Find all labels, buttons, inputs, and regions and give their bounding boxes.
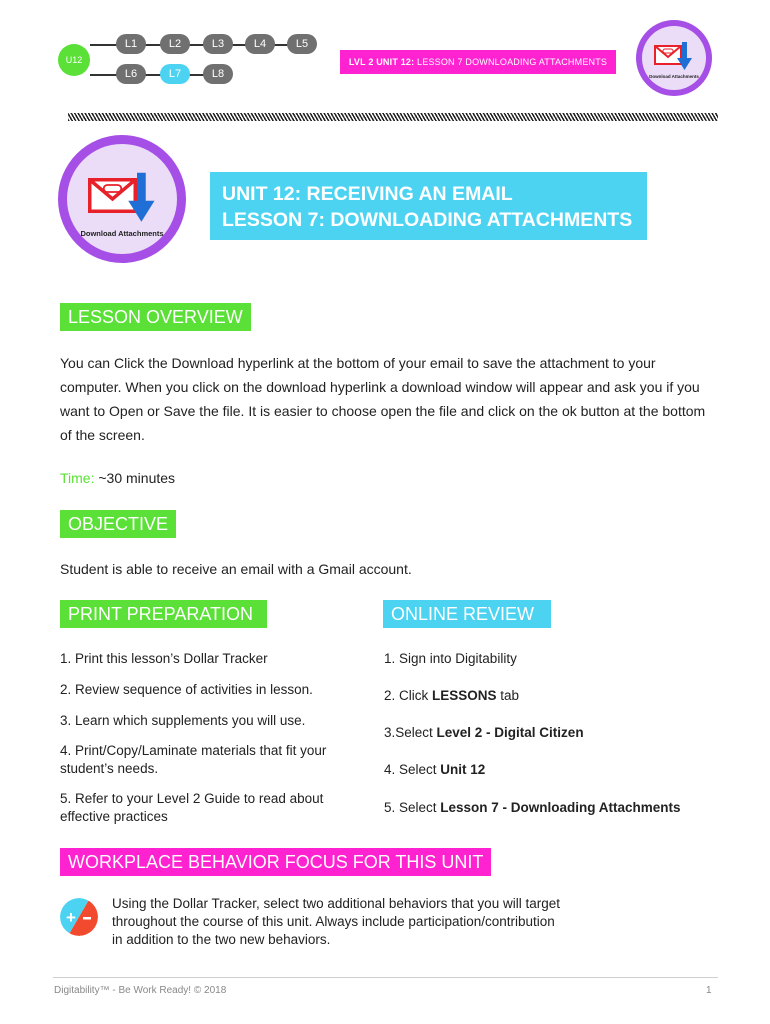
online-review-heading: ONLINE REVIEW (383, 600, 551, 628)
online-review-item (384, 650, 517, 668)
online-review-bold: Lesson 7 - Downloading Attachments (440, 800, 681, 815)
footer-copyright: Digitability™ - Be Work Ready! © 2018 (54, 985, 227, 996)
badge-caption: Download Attachments (80, 229, 164, 238)
header-tag-prefix: LVL 2 UNIT 12: (348, 57, 415, 67)
online-review-text: 5. Select (384, 800, 441, 815)
online-review-bold: Level 2 - Digital Citizen (436, 725, 584, 740)
lesson-node-l2: L2 (160, 34, 190, 54)
lesson-node-l7: L7 (160, 64, 190, 84)
svg-text:+: + (66, 908, 76, 927)
email-download-icon (88, 169, 158, 229)
online-review-item (384, 761, 485, 779)
objective-text: Student is able to receive an email with a Gmail account. (60, 561, 412, 577)
online-review-text: 4. Select (384, 762, 441, 777)
header-lesson-tag (340, 50, 616, 74)
time-value: ~30 minutes (94, 470, 176, 486)
print-prep-item: 5. Refer to your Level 2 Guide to read about effective practices (60, 791, 324, 824)
objective-heading: OBJECTIVE (60, 510, 176, 538)
email-download-icon (654, 40, 694, 74)
print-prep-item: 4. Print/Copy/Laminate materials that fit your student’s needs. (60, 743, 327, 776)
lesson-overview-heading: LESSON OVERVIEW (60, 303, 251, 331)
online-review-text: tab (496, 688, 520, 703)
small-lesson-badge (636, 20, 712, 96)
online-review-item (384, 687, 519, 705)
online-review-text: 3.Select (384, 725, 437, 740)
title-line-1: UNIT 12: RECEIVING AN EMAIL (222, 183, 513, 205)
lesson-node-l8: L8 (203, 64, 233, 84)
time-label: Time: (60, 470, 95, 486)
page-number: 1 (706, 985, 712, 996)
online-review-bold: LESSONS (432, 688, 497, 703)
lesson-map (58, 30, 328, 90)
lesson-node-l3: L3 (203, 34, 233, 54)
small-badge-caption: Download Attachments (649, 74, 699, 79)
online-review-text: 1. Sign into Digitability (384, 651, 517, 666)
lesson-node-l4: L4 (245, 34, 275, 54)
lesson-node-l5: L5 (287, 34, 317, 54)
lesson-badge (58, 135, 186, 263)
plus-minus-icon (60, 898, 98, 936)
print-prep-item: 3. Learn which supplements you will use. (60, 713, 306, 728)
lesson-node-l1: L1 (116, 34, 146, 54)
footer-divider (53, 977, 718, 978)
unit-node: U12 (58, 44, 90, 76)
workplace-behavior-text: Using the Dollar Tracker, select two additional behaviors that you will target throughout the course of this unit. Always include participation/contribution in addition to the two new behaviors. (112, 896, 560, 947)
online-review-item (384, 724, 584, 742)
print-prep-item: 2. Review sequence of activities in lesson. (60, 682, 313, 697)
online-review-text: 2. Click (384, 688, 433, 703)
lesson-overview-text: You can Click the Download hyperlink at the bottom of your email to save the attachment to your computer. When you click on the download hyperlink a download window will appear and ask you if you want to Open or Save the file. It is easier to choose open the file and click on the ok button at the bottom of the screen. (60, 355, 706, 443)
print-prep-item: 1. Print this lesson’s Dollar Tracker (60, 651, 268, 666)
header-tag-rest: LESSON 7 DOWNLOADING ATTACHMENTS (414, 57, 608, 67)
lesson-node-l6: L6 (116, 64, 146, 84)
page-title (210, 172, 647, 240)
time-estimate (60, 466, 175, 490)
divider-hatch (68, 113, 718, 121)
title-line-2: LESSON 7: DOWNLOADING ATTACHMENTS (222, 209, 633, 231)
workplace-behavior-heading: WORKPLACE BEHAVIOR FOCUS FOR THIS UNIT (60, 848, 491, 876)
print-preparation-heading: PRINT PREPARATION (60, 600, 267, 628)
online-review-item (384, 799, 681, 817)
online-review-bold: Unit 12 (440, 762, 486, 777)
